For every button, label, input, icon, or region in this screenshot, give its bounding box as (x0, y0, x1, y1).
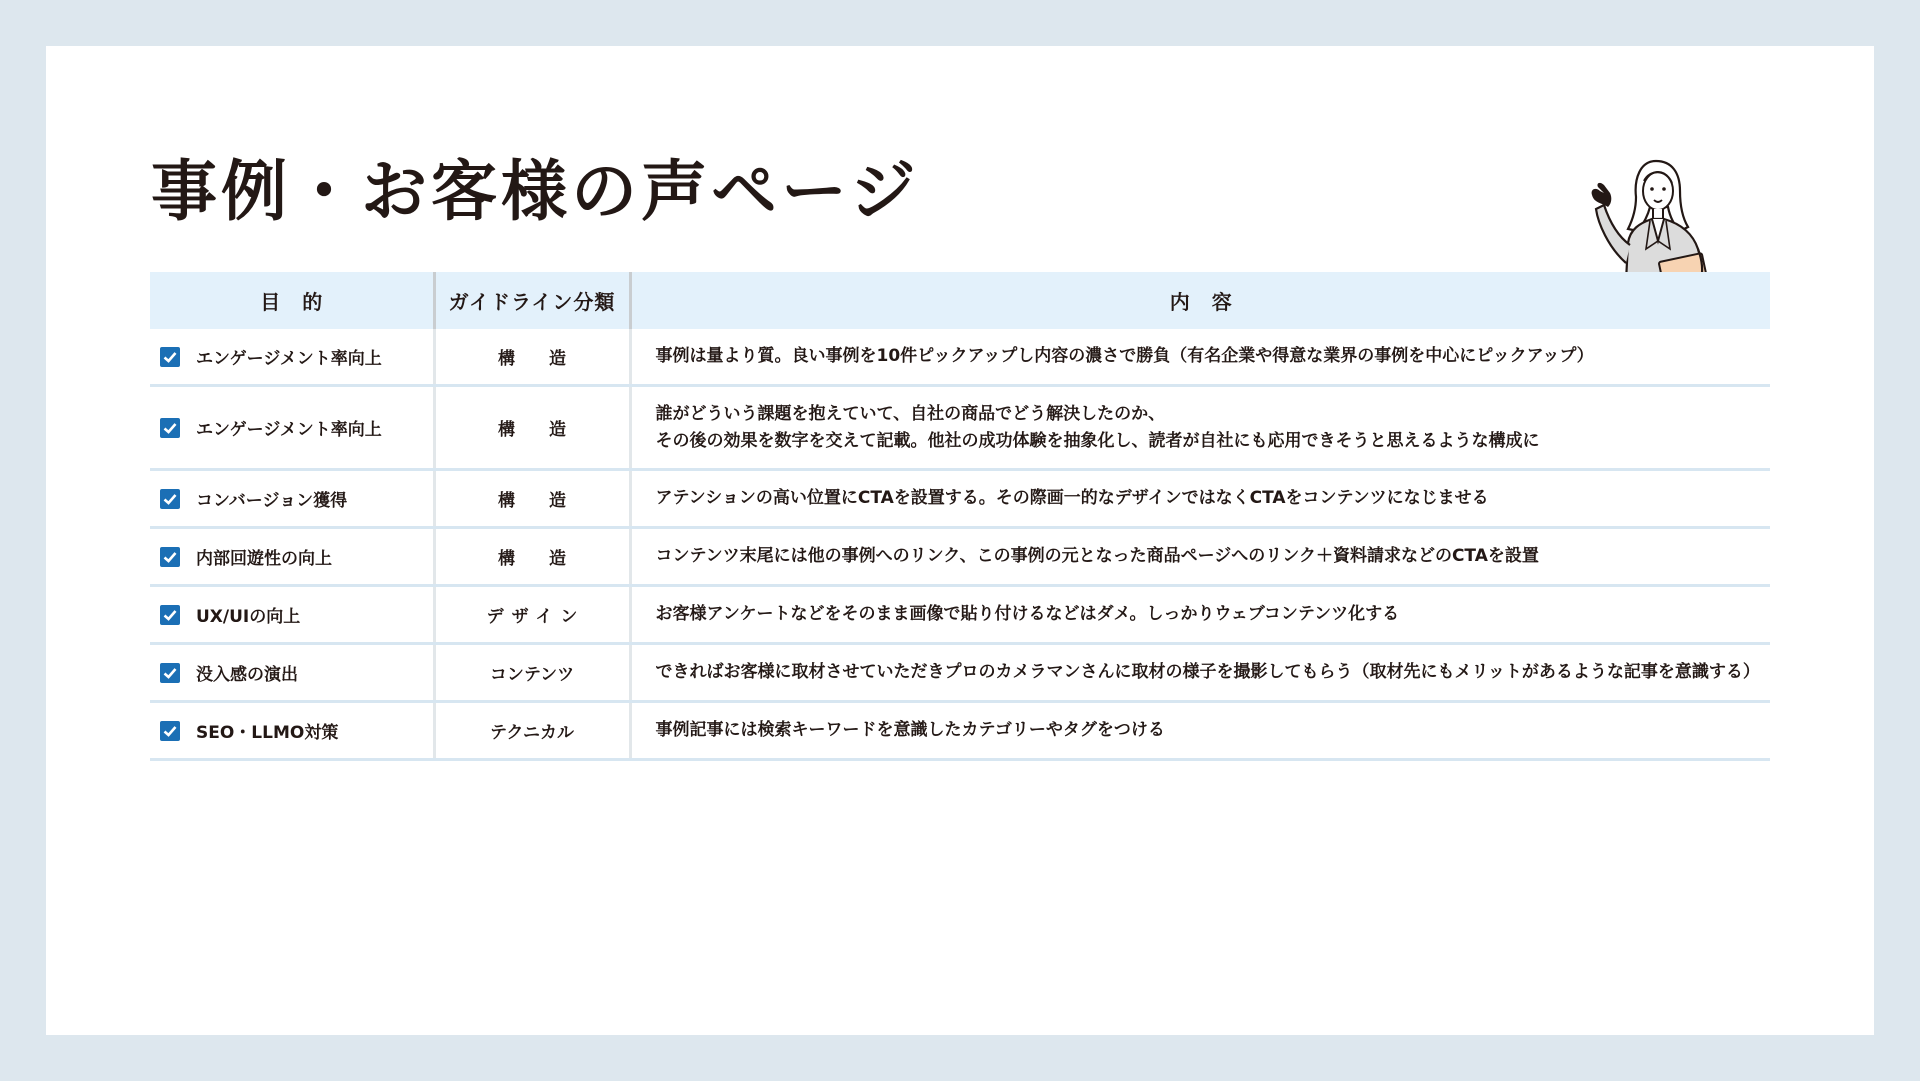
table-row (150, 329, 1770, 386)
purpose-label: エンゲージメント率向上 (196, 420, 382, 440)
table-row (150, 702, 1770, 760)
purpose-cell (150, 644, 434, 702)
category-cell: 構造 (434, 470, 630, 528)
guideline-table (150, 272, 1770, 761)
content-cell (630, 586, 1770, 644)
purpose-label: UX/UIの向上 (196, 607, 301, 627)
category-cell: 構造 (434, 329, 630, 386)
checked-checkbox-icon[interactable] (160, 547, 180, 567)
content-line: 事例は量より質。良い事例を10件ピックアップし内容の濃さで勝負（有名企業や得意な業界の事例を中心にピックアップ） (655, 346, 1594, 366)
purpose-label: コンバージョン獲得 (196, 491, 348, 511)
content-cell (630, 528, 1770, 586)
slide (46, 46, 1874, 1035)
checked-checkbox-icon[interactable] (160, 489, 180, 509)
content-cell (630, 386, 1770, 470)
checked-checkbox-icon[interactable] (160, 663, 180, 683)
category-cell: デザイン (434, 586, 630, 644)
category-cell: 構造 (434, 528, 630, 586)
column-header-purpose: 目的 (150, 272, 434, 329)
purpose-label: エンゲージメント率向上 (196, 349, 382, 369)
category-cell: コンテンツ (434, 644, 630, 702)
table-header-row (150, 272, 1770, 329)
purpose-cell (150, 386, 434, 470)
content-line: アテンションの高い位置にCTAを設置する。その際画一的なデザインではなくCTAをコンテンツになじませる (655, 488, 1489, 508)
content-line: 事例記事には検索キーワードを意識したカテゴリーやタグをつける (655, 720, 1165, 740)
purpose-label: 内部回遊性の向上 (196, 549, 332, 569)
purpose-cell (150, 528, 434, 586)
checked-checkbox-icon[interactable] (160, 721, 180, 741)
column-header-content: 内容 (630, 272, 1770, 329)
table-row (150, 528, 1770, 586)
table-row (150, 470, 1770, 528)
content-line: お客様アンケートなどをそのまま画像で貼り付けるなどはダメ。しっかりウェブコンテンツ化する (655, 604, 1400, 624)
purpose-cell (150, 702, 434, 760)
content-line: できればお客様に取材させていただきプロのカメラマンさんに取材の様子を撮影してもらう（取材先にもメリットがあるような記事を意識する） (655, 662, 1760, 682)
content-cell (630, 329, 1770, 386)
checked-checkbox-icon[interactable] (160, 418, 180, 438)
content-cell (630, 702, 1770, 760)
page-title: 事例・お客様の声ページ (151, 153, 920, 230)
purpose-label: 没入感の演出 (196, 665, 298, 685)
content-line: その後の効果を数字を交えて記載。他社の成功体験を抽象化し、読者が自社にも応用できそうと思えるような構成に (655, 430, 1540, 451)
checked-checkbox-icon[interactable] (160, 605, 180, 625)
purpose-cell (150, 586, 434, 644)
content-line: 誰がどういう課題を抱えていて、自社の商品でどう解決したのか、 (655, 403, 1166, 424)
purpose-cell (150, 470, 434, 528)
content-line: コンテンツ末尾には他の事例へのリンク、この事例の元となった商品ページへのリンク＋資料請求などのCTAを設置 (655, 546, 1539, 566)
category-cell: 構造 (434, 386, 630, 470)
content-cell (630, 644, 1770, 702)
table-row (150, 586, 1770, 644)
category-cell: テクニカル (434, 702, 630, 760)
table-row (150, 644, 1770, 702)
purpose-label: SEO・LLMO対策 (196, 723, 339, 743)
purpose-cell (150, 329, 434, 386)
table-row (150, 386, 1770, 470)
checked-checkbox-icon[interactable] (160, 347, 180, 367)
column-header-category: ガイドライン分類 (434, 272, 630, 329)
content-cell (630, 470, 1770, 528)
